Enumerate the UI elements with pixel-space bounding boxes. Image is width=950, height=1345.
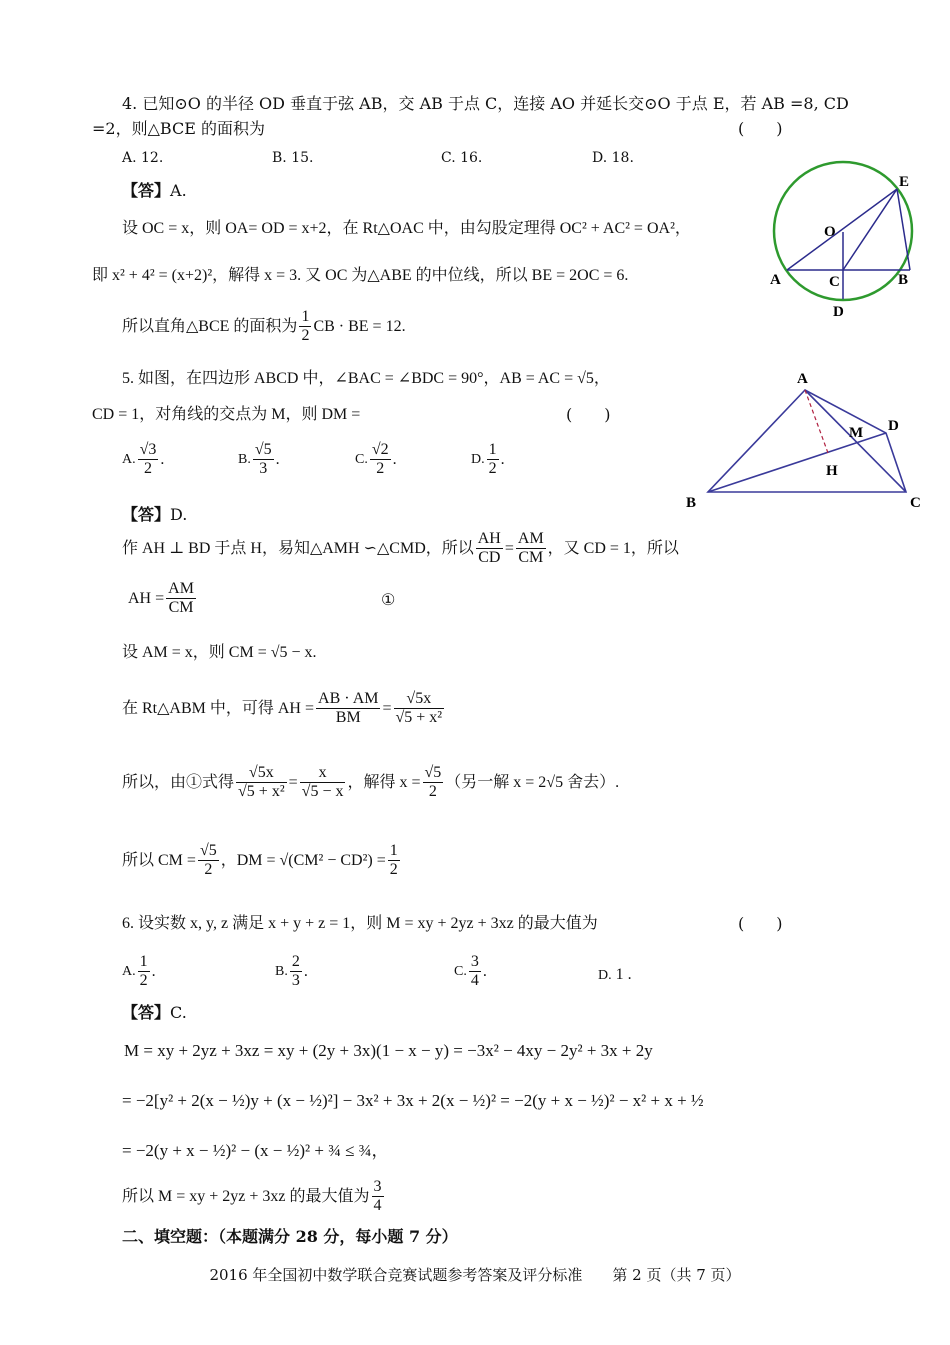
- fraction: [469, 953, 481, 991]
- option-letter: C.: [355, 451, 368, 467]
- answer-tag: 【答】: [122, 505, 171, 524]
- q5-option-b: B. $\frac{√5}{3}$ .: [238, 441, 280, 478]
- denominator: 2: [488, 460, 497, 478]
- numerator: √5: [254, 441, 272, 458]
- option-letter: A.: [122, 963, 136, 979]
- denominator: √5 + x²: [395, 709, 443, 727]
- text: ，又 CD = 1，所以: [547, 539, 679, 557]
- numerator: AM: [517, 530, 544, 547]
- q6-solution-line1: M = xy + 2yz + 3xz = xy + (2y + 3x)(1 − x − y) = −3x² − 4xy − 2y² + 3x + 2y: [124, 1041, 653, 1060]
- fraction: [138, 953, 150, 991]
- fraction: [290, 953, 302, 991]
- denominator: CM: [516, 548, 546, 567]
- numerator: 1: [389, 842, 398, 859]
- altitude-ah: [805, 390, 828, 453]
- denominator: CM: [166, 598, 196, 617]
- text: （另一解 x = 2√5 舍去）.: [445, 773, 620, 791]
- option-letter: B.: [275, 963, 288, 979]
- numerator: √5: [424, 764, 442, 781]
- text: 在 Rt△ABM 中，可得 AH =: [122, 699, 315, 717]
- answer-tag: 【答】: [122, 1003, 171, 1022]
- text: 作 AH ⊥ BD 于点 H，易知△AMH ∽△CMD，所以: [122, 539, 474, 557]
- q6-answer-blank: ( ): [738, 914, 783, 933]
- text: ，DM = √(CM² − CD²) =: [220, 851, 386, 869]
- q6-solution-line2: = −2[y² + 2(x − ½)y + (x − ½)²] − 3x² + 3x + 2(x − ½)² = −2(y + x − ½)² − x² + x + ½: [122, 1091, 704, 1110]
- fraction: [487, 441, 499, 479]
- q6-solution-line3: = −2(y + x − ½)² − (x − ½)² + ¾ ≤ ¾，: [122, 1141, 389, 1160]
- fraction: [138, 441, 159, 479]
- equation-tag-1: ①: [381, 590, 396, 609]
- q4-option-a: A. 12.: [122, 150, 164, 166]
- q6-option-b: B. $\frac{2}{3}$ .: [275, 953, 308, 990]
- option-letter: B.: [238, 451, 251, 467]
- page-footer: 2016 年全国初中数学联合竞赛试题参考答案及评分标准 第 2 页（共 7 页）: [209, 1266, 741, 1284]
- option-letter: D.: [598, 968, 612, 983]
- label-b: B: [686, 495, 697, 511]
- numerator: √2: [371, 441, 389, 458]
- segment-ce: [843, 189, 897, 270]
- label-c: C: [829, 274, 840, 290]
- q4-answer-value: A.: [170, 181, 187, 200]
- numerator: AM: [168, 580, 194, 597]
- q5-quadrilateral-figure: [680, 365, 930, 515]
- q4-stem-line2: =2，则△BCE 的面积为: [92, 119, 265, 138]
- q6-stem: 6. 设实数 x, y, z 满足 x + y + z = 1，则 M = xy + 2yz + 3xz 的最大值为: [122, 915, 598, 932]
- q5-option-d: D. $\frac{1}{2}$ .: [471, 441, 505, 478]
- q4-option-b: B. 15.: [272, 150, 314, 166]
- label-a: A: [770, 272, 781, 288]
- q5-solution-line5: 所以，由①式得 $\frac{√5x}{\text{√5 + x²}}$ = $\frac{x}{√5 - x}$ ，解得 x = $\frac{√5}{2}$ （另一解 x = 2√5 舍去）.: [122, 764, 620, 801]
- label-o: O: [824, 224, 836, 240]
- label-d: D: [888, 418, 899, 434]
- text: 所以 CM =: [122, 851, 196, 869]
- fraction: [423, 764, 444, 802]
- q6-option-c: C. $\frac{3}{4}$ .: [454, 953, 487, 990]
- denominator: 2: [198, 860, 219, 879]
- denominator: 2: [139, 972, 148, 990]
- denominator: 2: [370, 459, 391, 478]
- q4-sol3-text: 所以直角△BCE 的面积为: [122, 317, 298, 335]
- denominator: BM: [316, 708, 380, 727]
- q6-option-a: A. $\frac{1}{2}$ .: [122, 953, 156, 990]
- q5-answer-value: D.: [170, 505, 188, 524]
- label-a: A: [797, 371, 808, 387]
- q5-option-a: A. $\frac{√3}{2}$ .: [122, 441, 165, 478]
- q5-stem-line2: CD = 1，对角线的交点为 M，则 DM =: [92, 406, 361, 423]
- numerator: AB · AM: [318, 690, 379, 707]
- q5-answer-blank: ( ): [566, 405, 611, 424]
- denominator: 2: [138, 459, 159, 478]
- denominator: 4: [470, 972, 479, 990]
- fraction: [166, 580, 196, 618]
- denominator: CD: [476, 548, 503, 567]
- q6-solution-line4: [122, 1178, 386, 1216]
- fraction: [316, 690, 380, 728]
- q4-solution-line1: 设 OC = x，则 OA= OD = x+2，在 Rt△OAC 中，由勾股定理得 OC² + AC² = OA²，: [122, 220, 691, 237]
- quadrilateral-abcd: [708, 390, 906, 492]
- label-c: C: [910, 495, 921, 511]
- text: 所以，由①式得: [122, 773, 235, 791]
- q6-answer: [122, 1005, 187, 1021]
- q5-solution-line1: 作 AH ⊥ BD 于点 H，易知△AMH ∽△CMD，所以 $\frac{AH}{CD}$ = $\frac{AM}{CM}$ ，又 CD = 1，所以: [122, 530, 679, 567]
- denominator: 3: [253, 459, 274, 478]
- q5-option-c: C. $\frac{√2}{2}$ .: [355, 441, 397, 478]
- q4-circle-figure: [765, 160, 925, 320]
- numerator: 3: [373, 1178, 382, 1195]
- q4-stem-line1: 4. 已知⊙O 的半径 OD 垂直于弦 AB，交 AB 于点 C，连接 AO 并延长交⊙O 于点 E，若 AB =8, CD: [122, 94, 849, 113]
- q4-solution-line3: [122, 308, 406, 346]
- section-title: 二、填空题：（本题满分 28 分，每小题 7 分）: [122, 1227, 458, 1246]
- q4-solution-line2: 即 x² + 4² = (x+2)²，解得 x = 3. 又 OC 为△ABE 的中位线，所以 BE = 2OC = 6.: [92, 267, 629, 284]
- q4-answer: [122, 183, 187, 199]
- q6-option-d: [598, 967, 632, 983]
- diagonal-ac: [805, 390, 906, 492]
- q4-option-c: C. 16.: [441, 150, 483, 166]
- label-m: M: [849, 425, 864, 441]
- denominator: √5 − x: [301, 783, 344, 801]
- denominator: 4: [373, 1197, 382, 1215]
- numerator: 2: [291, 953, 300, 970]
- label-b: B: [898, 272, 909, 288]
- text: AH =: [128, 589, 165, 607]
- numerator: 1: [139, 953, 148, 970]
- q5-answer: [122, 507, 187, 523]
- fraction: [388, 842, 400, 880]
- fraction: [300, 764, 346, 802]
- label-h: H: [826, 463, 838, 479]
- q4-sol3-text2: CB · BE = 12.: [313, 317, 406, 335]
- q5-stem-line1: 5. 如图，在四边形 ABCD 中，∠BAC = ∠BDC = 90°，AB = AC = √5，: [122, 370, 610, 387]
- fraction: [198, 842, 219, 880]
- numerator: √5x: [406, 690, 432, 707]
- numerator: √5: [199, 842, 217, 859]
- numerator: 1: [488, 441, 497, 458]
- segment-be: [897, 189, 910, 270]
- q5-solution-line4: 在 Rt△ABM 中，可得 AH = $\frac{AB \cdot AM}{BM}$ = $\frac{√5x}{\text{√5 + x²}}$: [122, 690, 443, 727]
- fraction: [236, 764, 287, 802]
- fraction: [516, 530, 546, 568]
- option-letter: D.: [471, 451, 485, 467]
- fraction: [372, 1178, 384, 1216]
- numerator: 3: [470, 953, 479, 970]
- q5-solution-line6: [122, 842, 402, 880]
- fraction: [253, 441, 274, 479]
- numerator: x: [318, 764, 327, 781]
- numerator: 1: [301, 308, 310, 325]
- q5-solution-line2: [128, 580, 198, 618]
- option-letter: A.: [122, 451, 136, 467]
- fraction: [394, 690, 445, 728]
- option-value: 1 .: [615, 966, 632, 983]
- text: 所以 M = xy + 2yz + 3xz 的最大值为: [122, 1187, 370, 1205]
- option-letter: C.: [454, 963, 467, 979]
- label-d: D: [833, 304, 844, 320]
- label-e: E: [899, 174, 910, 190]
- denominator: 2: [389, 861, 398, 879]
- denominator: √5 + x²: [238, 783, 285, 801]
- q6-answer-value: C.: [170, 1003, 187, 1022]
- q4-option-d: D. 18.: [592, 150, 634, 166]
- fraction: [476, 530, 503, 568]
- q5-solution-line3: 设 AM = x，则 CM = √5 − x.: [122, 644, 317, 661]
- numerator: √3: [139, 441, 157, 458]
- segment-ae: [787, 189, 897, 270]
- numerator: AH: [477, 530, 501, 547]
- denominator: 2: [301, 327, 310, 345]
- fraction: [299, 308, 311, 346]
- numerator: √5x: [248, 764, 274, 781]
- text: ，解得 x =: [347, 773, 421, 791]
- answer-tag: 【答】: [122, 181, 171, 200]
- q4-answer-blank: ( ): [738, 119, 783, 138]
- denominator: 3: [291, 972, 300, 990]
- denominator: 2: [423, 782, 444, 801]
- fraction: [370, 441, 391, 479]
- diagonal-bd: [708, 433, 886, 492]
